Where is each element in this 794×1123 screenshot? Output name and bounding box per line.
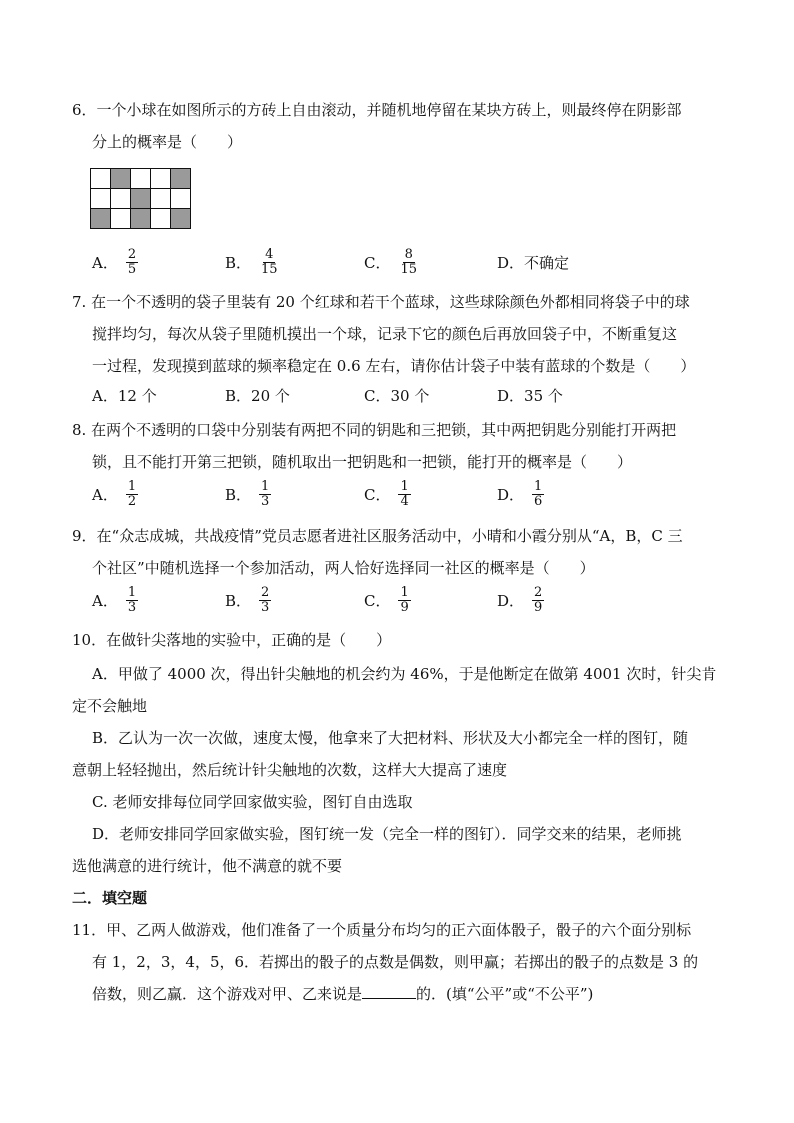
blank-tile [111,189,131,209]
shaded-tile [171,209,191,229]
fraction: $\frac{1}{4}$ [400,479,409,509]
q9-line-2: 个社区”中随机选择一个参加活动，两人恰好选择同一社区的概率是（ ） [92,559,595,577]
option-label: C． [364,254,391,272]
q8-option-d[interactable] [497,480,544,509]
q7-option-d[interactable]: D．35 个 [497,387,563,405]
q7-line-3: 一过程，发现摸到蓝球的频率稳定在 0.6 左右，请你估计袋子中装有蓝球的个数是（ ） [92,357,696,375]
option-label: B． [225,592,252,610]
fraction: $\frac{2}{5}$ [127,247,137,277]
shaded-tile [111,169,131,189]
q11-line-1: 11．甲、乙两人做游戏，他们准备了一个质量分布均匀的正六面体骰子，骰子的六个面分别标 [72,921,692,939]
q9-option-c[interactable] [364,586,411,615]
blank-tile [151,209,171,229]
q7-line-2: 搅拌均匀，每次从袋子里随机摸出一个球，记录下它的颜色后再放回袋子中，不断重复这 [92,325,678,343]
tile-grid-figure [90,168,191,229]
grid-row [91,169,191,189]
shaded-tile [131,209,151,229]
q10-option-a-line-2: 定不会触地 [72,697,148,715]
q11-line-3-text: 倍数，则乙赢．这个游戏对甲、乙来说是 [92,985,363,1003]
option-label: C． [364,592,391,610]
shaded-tile [131,189,151,209]
section-heading: 二．填空题 [72,889,148,907]
q10-option-b-line-1[interactable]: B．乙认为一次一次做，速度太慢，他拿来了大把材料、形状及大小都完全一样的图钉，随 [92,729,689,747]
q9-option-b[interactable] [225,586,271,615]
option-label: A． [92,592,118,610]
option-label: B． [225,254,252,272]
q6-option-a[interactable] [92,248,138,277]
fraction: $\frac{2}{9}$ [534,585,543,615]
q7-option-a[interactable]: A．12 个 [92,387,157,405]
fraction: $\frac{1}{6}$ [534,479,543,509]
q8-line-1: 8. 在两个不透明的口袋中分别装有两把不同的钥匙和三把锁，其中两把钥匙分别能打开两把 [72,421,677,439]
fraction: $\frac{1}{3}$ [261,479,270,509]
q10-option-b-line-2: 意朝上轻轻抛出，然后统计针尖触地的次数，这样大大提高了速度 [72,761,508,779]
q10-option-a-line-1[interactable]: A．甲做了 4000 次，得出针尖触地的机会约为 46%，于是他断定在做第 4001 次时，针尖肯 [92,665,717,683]
fraction: $\frac{8}{15}$ [400,247,418,277]
option-label: A． [92,254,118,272]
q6-line-1: 6．一个小球在如图所示的方砖上自由滚动，并随机地停留在某块方砖上，则最终停在阴影部 [72,101,682,119]
q6-line-2: 分上的概率是（ ） [92,133,243,151]
q6-option-b[interactable] [225,248,280,277]
option-text: 不确定 [524,254,570,272]
option-label: B． [225,486,252,504]
q8-option-b[interactable] [225,480,271,509]
blank-tile [111,209,131,229]
blank-tile [131,169,151,189]
q6-option-c[interactable] [364,248,419,277]
shaded-tile [91,209,111,229]
q8-line-2: 锁，且不能打开第三把锁，随机取出一把钥匙和一把锁，能打开的概率是（ ） [92,453,633,471]
q10-option-d-line-1[interactable]: D．老师安排同学回家做实验，图钉统一发（完全一样的图钉）．同学交来的结果，老师挑 [92,825,682,843]
q8-option-c[interactable] [364,480,411,509]
option-label: D． [497,486,525,504]
blank-tile [171,189,191,209]
option-label: C． [364,486,391,504]
fraction: $\frac{1}{3}$ [127,585,137,615]
blank-tile [151,169,171,189]
q9-line-1: 9．在“众志成城，共战疫情”党员志愿者进社区服务活动中，小晴和小霞分别从“A，B，C 三 [72,527,683,545]
fraction: $\frac{2}{3}$ [261,585,270,615]
q9-option-a[interactable] [92,586,138,615]
q10-option-c[interactable]: C. 老师安排每位同学回家做实验，图钉自由选取 [92,793,413,811]
shaded-tile [171,169,191,189]
q8-option-a[interactable] [92,480,138,509]
option-label: D． [497,592,525,610]
blank-tile [91,189,111,209]
fraction: $\frac{4}{15}$ [261,247,278,277]
grid-row [91,209,191,229]
q10-stem: 10．在做针尖落地的实验中，正确的是（ ） [72,631,392,649]
fraction: $\frac{1}{9}$ [400,585,409,615]
q11-line-3-end: 的．(填“公平”或“不公平”) [416,985,594,1003]
q7-option-b[interactable]: B．20 个 [225,387,290,405]
option-label: A． [92,486,118,504]
q9-option-d[interactable] [497,586,544,615]
q11-line-2: 有 1，2，3，4，5，6．若掷出的骰子的点数是偶数，则甲赢；若掷出的骰子的点数是 3 的 [92,953,699,971]
blank-tile [91,169,111,189]
answer-blank[interactable] [362,984,416,999]
q6-option-d[interactable] [497,252,569,273]
q11-line-3 [92,984,593,1004]
q7-option-c[interactable]: C．30 个 [364,387,430,405]
option-label: D． [497,254,525,272]
blank-tile [151,189,171,209]
grid-row [91,189,191,209]
q10-option-d-line-2: 选他满意的进行统计，他不满意的就不要 [72,857,343,875]
q7-line-1: 7. 在一个不透明的袋子里装有 20 个红球和若干个蓝球，这些球除颜色外都相同将袋子中的球 [72,293,690,311]
fraction: $\frac{1}{2}$ [127,479,137,509]
